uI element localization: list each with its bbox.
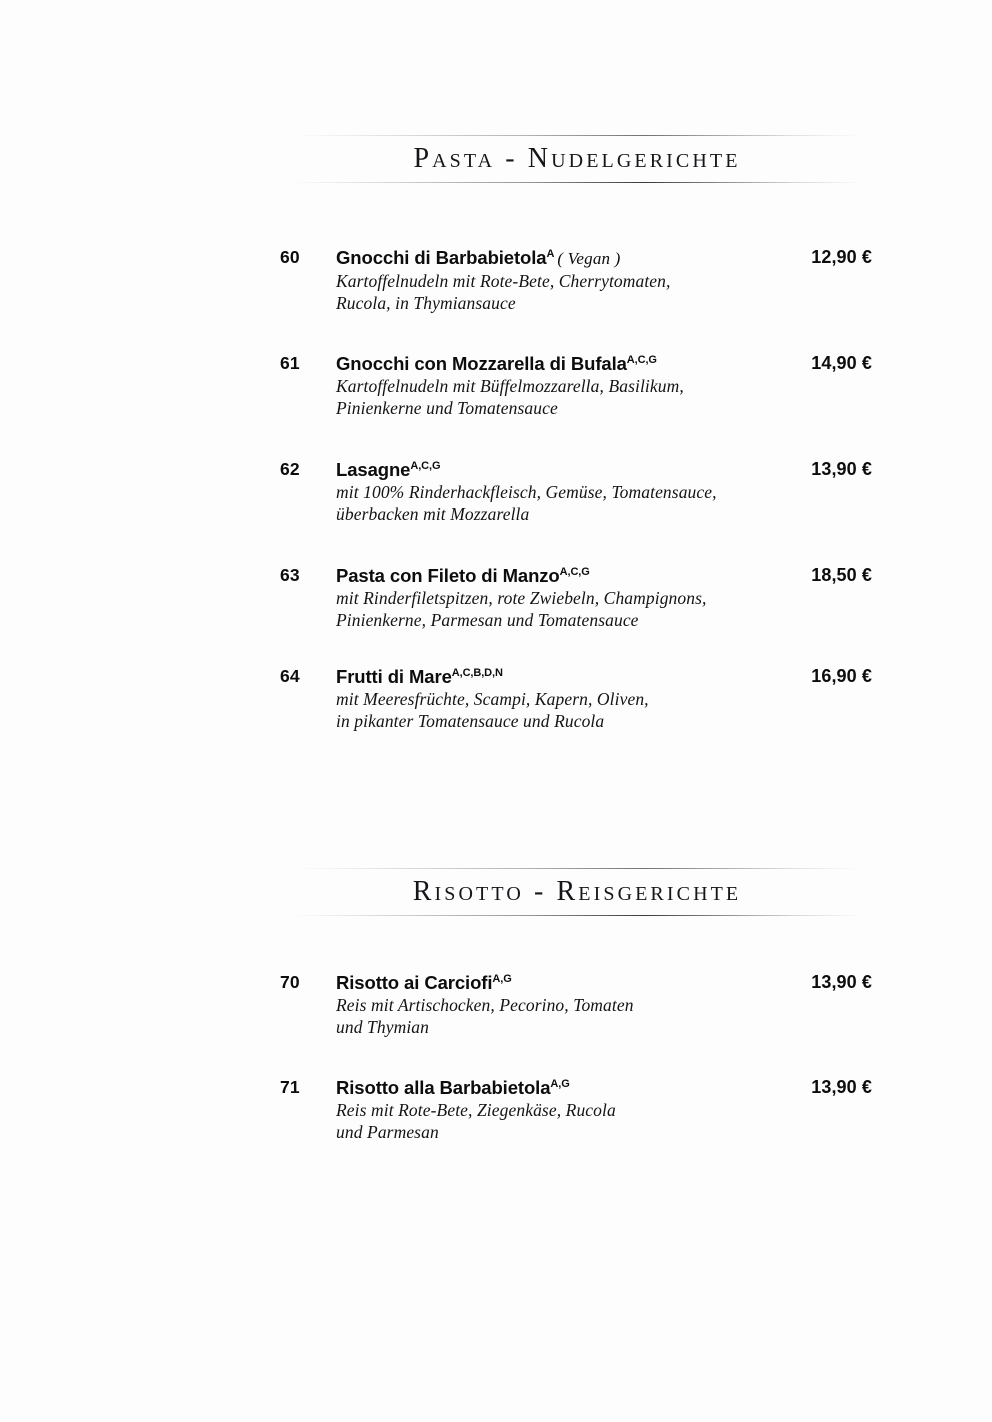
diet-tag: ( Vegan ) <box>557 249 621 268</box>
allergen-codes: A,G <box>550 1077 570 1090</box>
menu-item-description-line: Reis mit Rote-Bete, Ziegenkäse, Rucola <box>336 1100 616 1120</box>
menu-item-name: Risotto alla Barbabietola <box>336 1077 551 1098</box>
menu-item-description-line: Reis mit Artischocken, Pecorino, Tomaten <box>336 995 634 1015</box>
menu-item-number: 61 <box>280 353 300 373</box>
menu-item-description-line: Rucola, in Thymiansauce <box>336 293 516 313</box>
menu-item-description-line: in pikanter Tomatensauce und Rucola <box>336 711 605 731</box>
menu-section-risotto <box>0 866 992 922</box>
menu-item <box>0 353 992 435</box>
menu-item-price: 13,90 € <box>811 1077 872 1097</box>
menu-item <box>0 972 992 1054</box>
menu-item-description-line: und Thymian <box>336 1017 429 1037</box>
menu-item-number: 64 <box>280 666 300 686</box>
menu-item-name: Gnocchi di Barbabietola <box>336 247 547 268</box>
menu-item-price: 13,90 € <box>811 972 872 992</box>
menu-item-price: 16,90 € <box>811 666 872 686</box>
menu-item-number: 60 <box>280 247 300 267</box>
menu-item-description-line: und Parmesan <box>336 1122 439 1142</box>
menu-section-pasta <box>0 133 992 189</box>
allergen-codes: A,C,G <box>559 565 590 578</box>
menu-item-price: 14,90 € <box>811 353 872 373</box>
menu-item-name: Gnocchi con Mozzarella di Bufala <box>336 353 627 374</box>
allergen-codes: A,C,G <box>410 459 441 472</box>
menu-item <box>0 247 992 329</box>
menu-item-price: 18,50 € <box>811 565 872 585</box>
menu-item-price: 12,90 € <box>811 247 872 267</box>
section-header <box>293 133 861 189</box>
section-divider-bottom <box>293 915 861 916</box>
menu-item <box>0 459 992 541</box>
menu-item <box>0 666 992 748</box>
menu-item-description-line: mit Rinderfiletspitzen, rote Zwiebeln, Champignons, <box>336 588 707 608</box>
section-divider-top <box>293 868 861 869</box>
section-title: Risotto - Reisgerichte <box>412 876 742 907</box>
menu-item-number: 70 <box>280 972 300 992</box>
section-divider-bottom <box>293 182 861 183</box>
section-header <box>293 866 861 922</box>
section-divider-top <box>293 135 861 136</box>
menu-item-description-line: Pinienkerne und Tomatensauce <box>336 398 558 418</box>
allergen-codes: A <box>546 247 555 260</box>
menu-item-number: 71 <box>280 1077 300 1097</box>
menu-item-description-line: überbacken mit Mozzarella <box>336 504 530 524</box>
menu-item-description-line: Kartoffelnudeln mit Rote-Bete, Cherrytomaten, <box>336 271 671 291</box>
menu-item-price: 13,90 € <box>811 459 872 479</box>
menu-item-name: Pasta con Fileto di Manzo <box>336 565 560 586</box>
menu-item-name: Lasagne <box>336 459 411 480</box>
menu-item-description-line: mit 100% Rinderhackfleisch, Gemüse, Tomatensauce, <box>336 482 717 502</box>
section-title: Pasta - Nudelgerichte <box>413 143 741 174</box>
menu-item-name: Frutti di Mare <box>336 666 452 687</box>
allergen-codes: A,G <box>492 972 512 985</box>
allergen-codes: A,C,G <box>626 353 657 366</box>
menu-item <box>0 565 992 647</box>
menu-item-number: 62 <box>280 459 300 479</box>
menu-item-description-line: Kartoffelnudeln mit Büffelmozzarella, Basilikum, <box>336 376 684 396</box>
menu-item-number: 63 <box>280 565 300 585</box>
menu-item-name: Risotto ai Carciofi <box>336 972 493 993</box>
menu-item-description-line: Pinienkerne, Parmesan und Tomatensauce <box>336 610 639 630</box>
menu-item-description-line: mit Meeresfrüchte, Scampi, Kapern, Oliven, <box>336 689 649 709</box>
menu-item <box>0 1077 992 1159</box>
allergen-codes: A,C,B,D,N <box>451 666 503 679</box>
